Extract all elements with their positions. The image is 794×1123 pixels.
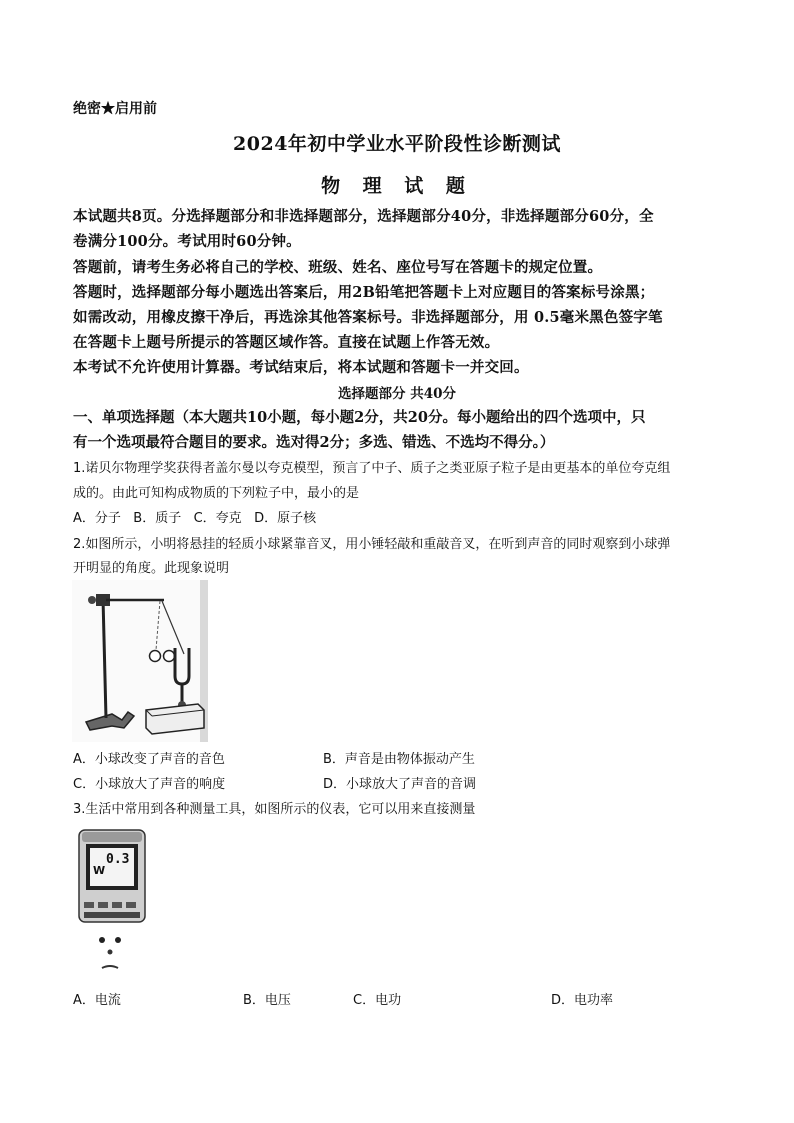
question-3-option-b: B．电压 bbox=[243, 993, 291, 1008]
exam-title: 2024年初中学业水平阶段性诊断测试 bbox=[233, 133, 561, 155]
note-line: 卷满分100分。考试用时60分钟。 bbox=[73, 233, 301, 250]
tuning-fork-figure bbox=[72, 580, 208, 742]
question-2-option-c: C．小球放大了声音的响度 bbox=[73, 777, 226, 792]
question-3-option-c: C．电功 bbox=[353, 993, 402, 1008]
meter-reading: 0.3 bbox=[106, 852, 130, 867]
question-1-stem: 1.诺贝尔物理学奖获得者盖尔曼以夸克模型，预言了中子、质子之类亚原子粒子是由更基本的单位夸克组 bbox=[73, 461, 671, 476]
note-line: 本试题共8页。分选择题部分和非选择题部分，选择题部分40分，非选择题部分60分，全 bbox=[73, 208, 654, 225]
confidential-label: 绝密★启用前 bbox=[73, 101, 157, 117]
question-2-option-b: B．声音是由物体振动产生 bbox=[323, 752, 475, 767]
question-3-stem: 3.生活中常用到各种测量工具，如图所示的仪表，它可以用来直接测量 bbox=[73, 802, 476, 817]
part-heading-line: 有一个选项最符合题目的要求。选对得2分；多选、错选、不选均不得分。） bbox=[73, 434, 555, 451]
question-1-options: A．分子 B．质子 C．夸克 D．原子核 bbox=[73, 511, 317, 526]
question-3-option-a: A．电流 bbox=[73, 993, 121, 1008]
power-meter-figure bbox=[76, 828, 148, 978]
question-2-option-d: D．小球放大了声音的音调 bbox=[323, 777, 477, 792]
question-1-stem: 成的。由此可知构成物质的下列粒子中，最小的是 bbox=[73, 486, 360, 501]
question-3-option-d: D．电功率 bbox=[551, 993, 614, 1008]
section-title: 选择题部分 共40分 bbox=[338, 386, 456, 402]
subject-title: 物 理 试 题 bbox=[321, 175, 473, 197]
note-line: 在答题卡上题号所提示的答题区域作答。直接在试题上作答无效。 bbox=[73, 334, 500, 351]
part-heading-line: 一、单项选择题（本大题共10小题，每小题2分，共20分。每小题给出的四个选项中，只 bbox=[73, 409, 646, 426]
note-line: 本考试不允许使用计算器。考试结束后，将本试题和答题卡一并交回。 bbox=[73, 359, 529, 376]
meter-unit: W bbox=[93, 864, 106, 877]
note-line: 答题时，选择题部分每小题选出答案后，用2B铅笔把答题卡上对应题目的答案标号涂黑； bbox=[73, 284, 655, 301]
note-line: 答题前，请考生务必将自己的学校、班级、姓名、座位号写在答题卡的规定位置。 bbox=[73, 259, 603, 276]
question-2-option-a: A．小球改变了声音的音色 bbox=[73, 752, 225, 767]
question-2-stem: 2.如图所示，小明将悬挂的轻质小球紧靠音叉，用小锤轻敲和重敲音叉，在听到声音的同时观察到小球弹 bbox=[73, 537, 671, 552]
note-line: 如需改动，用橡皮擦干净后，再选涂其他答案标号。非选择题部分，用 0.5毫米黑色签字笔 bbox=[73, 309, 663, 326]
question-2-stem: 开明显的角度。此现象说明 bbox=[73, 561, 230, 576]
